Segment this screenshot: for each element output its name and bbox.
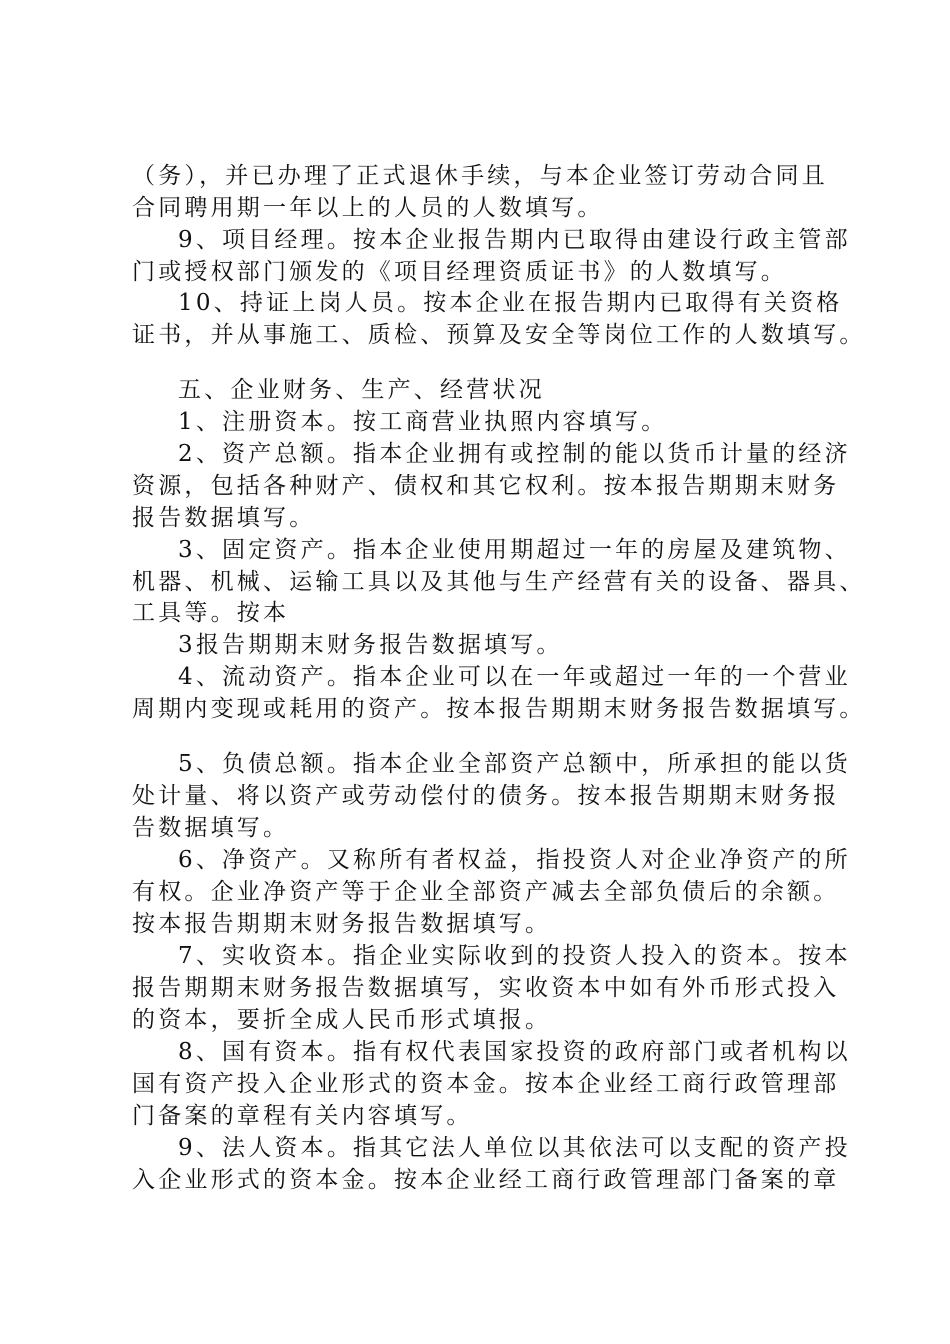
paragraph-line: 3、固定资产。指本企业使用期超过一年的房屋及建筑物、 — [178, 537, 851, 563]
paragraph-line: 的资本，要折全成人民币形式填报。 — [132, 1007, 552, 1033]
paragraph-line: 按本报告期期末财务报告数据填写。 — [132, 911, 552, 937]
paragraph-line: 6、净资产。又称所有者权益，指投资人对企业净资产的所 — [178, 847, 851, 873]
paragraph-line: 周期内变现或耗用的资产。按本报告期期末财务报告数据填写。 — [132, 696, 866, 722]
paragraph-line: 2、资产总额。指本企业拥有或控制的能以货币计量的经济 — [178, 441, 851, 467]
paragraph-line: 9、项目经理。按本企业报告期内已取得由建设行政主管部 — [178, 227, 851, 253]
paragraph-line: 合同聘用期一年以上的人员的人数填写。 — [132, 195, 604, 221]
paragraph-line: 门或授权部门颁发的《项目经理资质证书》的人数填写。 — [132, 259, 787, 285]
paragraph-line: 9、法人资本。指其它法人单位以其依法可以支配的资产投 — [178, 1135, 851, 1161]
paragraph-line: 工具等。按本 — [132, 600, 290, 626]
paragraph-line: 处计量、将以资产或劳动偿付的债务。按本报告期期末财务报 — [132, 783, 840, 809]
paragraph-line: 告数据填写。 — [132, 815, 290, 841]
paragraph-line: 1、注册资本。按工商营业执照内容填写。 — [178, 409, 668, 435]
paragraph-line: 10、持证上岗人员。按本企业在报告期内已取得有关资格 — [178, 290, 843, 316]
paragraph-line: 报告数据填写。 — [132, 505, 316, 531]
paragraph-line: 国有资产投入企业形式的资本金。按本企业经工商行政管理部 — [132, 1071, 840, 1097]
paragraph-line: 报告期期末财务报告数据填写，实收资本中如有外币形式投入 — [132, 975, 840, 1001]
paragraph-line: 五、企业财务、生产、经营状况 — [178, 377, 545, 403]
paragraph-line: 5、负债总额。指本企业全部资产总额中，所承担的能以货 — [178, 751, 851, 777]
paragraph-line: 资源，包括各种财产、债权和其它权利。按本报告期期末财务 — [132, 473, 840, 499]
paragraph-line: 4、流动资产。指本企业可以在一年或超过一年的一个营业 — [178, 664, 851, 690]
paragraph-line: 3报告期期末财务报告数据填写。 — [178, 632, 563, 658]
paragraph-line: 门备案的章程有关内容填写。 — [132, 1103, 473, 1129]
paragraph-line: 入企业形式的资本金。按本企业经工商行政管理部门备案的章 — [132, 1167, 840, 1193]
paragraph-line: 有权。企业净资产等于企业全部资产减去全部负债后的余额。 — [132, 879, 840, 905]
paragraph-line: 7、实收资本。指企业实际收到的投资人投入的资本。按本 — [178, 943, 851, 969]
paragraph-line: （务），并已办理了正式退休手续，与本企业签订劳动合同且 — [132, 163, 828, 189]
paragraph-line: 机器、机械、运输工具以及其他与生产经营有关的设备、器具、 — [132, 569, 866, 595]
paragraph-line: 证书，并从事施工、质检、预算及安全等岗位工作的人数填写。 — [132, 322, 866, 348]
paragraph-line: 8、国有资本。指有权代表国家投资的政府部门或者机构以 — [178, 1039, 851, 1065]
